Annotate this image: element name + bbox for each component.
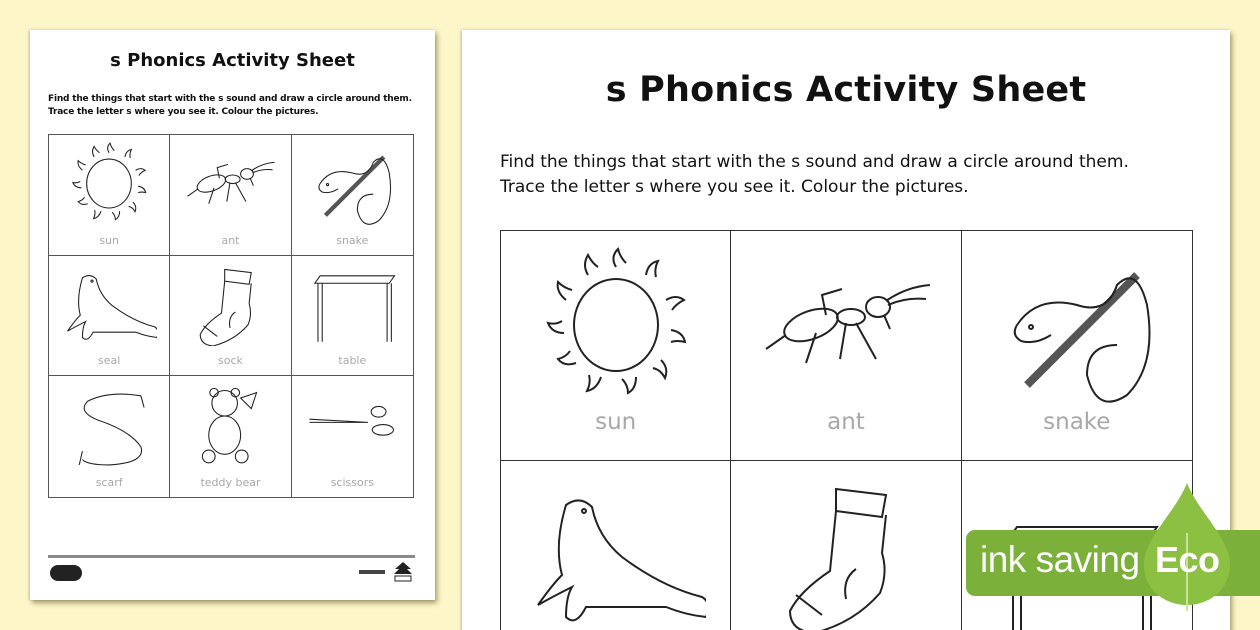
scarf-icon	[61, 382, 157, 466]
grid-cell	[49, 135, 170, 256]
teddy-bear-icon	[182, 382, 278, 466]
tree-logo-icon	[393, 561, 413, 583]
ink-saving-eco-badge	[966, 483, 1260, 623]
publisher-logo-icon	[50, 565, 82, 581]
sock-icon	[756, 475, 936, 630]
grid-cell	[170, 256, 291, 377]
cell-label: sun	[595, 409, 637, 435]
instructions	[500, 150, 1129, 200]
ant-icon	[182, 141, 278, 225]
grid-cell	[170, 135, 291, 256]
preview-thumbnail-sheet[interactable]	[30, 30, 435, 600]
cell-label: snake	[336, 233, 369, 247]
ant-icon	[756, 245, 936, 403]
sock-icon	[182, 262, 278, 346]
page-title: s Phonics Activity Sheet	[605, 70, 1087, 110]
preview-title: s Phonics Activity Sheet	[110, 50, 355, 71]
cell-label: seal	[98, 354, 121, 368]
instruction-line-1: Find the things that start with the s sound and draw a circle around them.	[500, 152, 1129, 172]
grid-cell	[962, 231, 1192, 461]
seal-icon	[61, 262, 157, 346]
cell-label: snake	[1043, 409, 1111, 435]
grid-cell	[292, 376, 413, 497]
instruction-line-1: Find the things that start with the s sound and draw a circle around them.	[48, 94, 412, 104]
grid-cell	[501, 231, 731, 461]
cell-label: sun	[99, 233, 119, 247]
sun-icon	[526, 245, 706, 403]
footer-divider	[48, 555, 415, 558]
cell-label: ant	[221, 233, 240, 247]
cell-label: scarf	[95, 475, 123, 489]
cell-label: table	[338, 354, 367, 368]
cell-label: ant	[827, 409, 865, 435]
footer-code-mark	[359, 570, 385, 574]
preview-picture-grid	[48, 134, 414, 498]
snake-icon	[987, 245, 1167, 403]
grid-cell	[49, 256, 170, 377]
preview-instructions	[48, 93, 412, 119]
table-icon	[304, 262, 400, 346]
sun-icon	[61, 141, 157, 225]
cell-label: scissors	[330, 475, 374, 489]
grid-cell	[501, 461, 731, 630]
grid-cell	[731, 231, 961, 461]
grid-cell	[731, 461, 961, 630]
grid-cell	[49, 376, 170, 497]
grid-cell	[292, 135, 413, 256]
snake-icon	[304, 141, 400, 225]
instruction-line-2: Trace the letter s where you see it. Colour the pictures.	[48, 107, 319, 117]
ink-saving-label: ink saving	[980, 539, 1140, 580]
instruction-line-2: Trace the letter s where you see it. Colour the pictures.	[500, 177, 969, 197]
grid-cell	[292, 256, 413, 377]
seal-icon	[526, 475, 706, 630]
grid-cell	[170, 376, 291, 497]
cell-label: teddy bear	[200, 475, 261, 489]
eco-label: Eco	[1155, 539, 1220, 580]
cell-label: sock	[218, 354, 243, 368]
scissors-icon	[304, 382, 400, 466]
